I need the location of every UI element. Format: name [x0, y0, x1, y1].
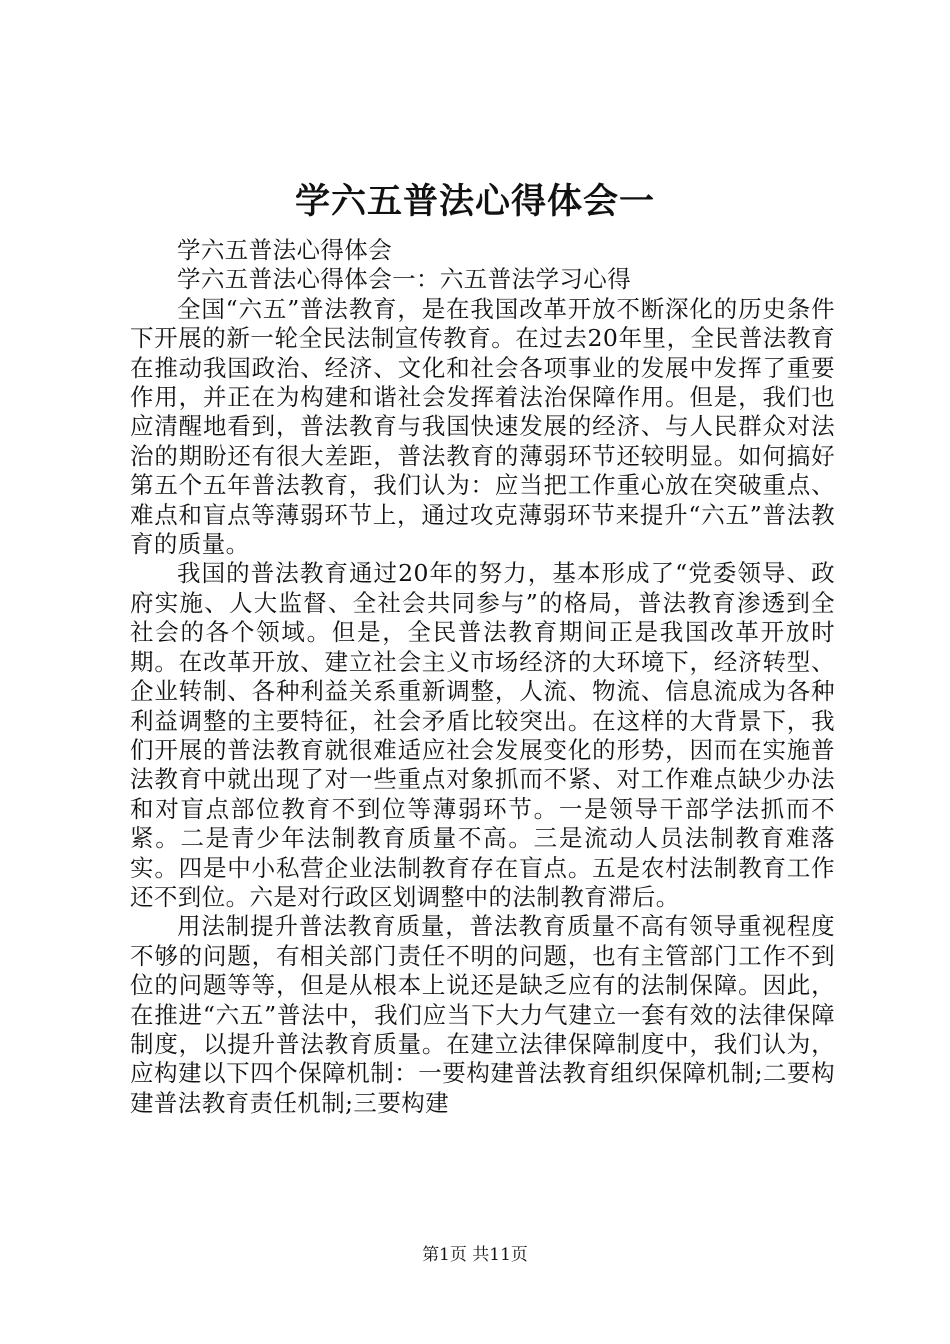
page-title: 学六五普法心得体会一 [294, 181, 655, 222]
page-number-footer: 第1页 共11页 [422, 1245, 528, 1265]
paragraph-subtitle: 学六五普法心得体会 [177, 236, 393, 264]
paragraph-section-heading: 学六五普法心得体会一：六五普法学习心得 [177, 265, 632, 294]
document-body [130, 236, 835, 1118]
paragraph-1: 全国“六五”普法教育，是在我国改革开放不断深化的历史条件下开展的新一轮全民法制宣传教育。在过去20年里，全民普法教育在推动我国政治、经济、文化和社会各项事业的发展中发挥了重要作用，并正在为构建和谐社会发挥着法治保障作用。但是，我们也应清醒地看到，普法教育与我国快速发展的经济、与人民群众对法治的期盼还有很大差距，普法教育的薄弱环节还较明显。如何搞好第五个五年普法教育，我们认为：应当把工作重心放在突破重点、难点和盲点等薄弱环节上，通过攻克薄弱环节来提升“六五”普法教育的质量。 [130, 294, 835, 559]
paragraph-2: 我国的普法教育通过20年的努力，基本形成了“党委领导、政府实施、人大监督、全社会共同参与”的格局，普法教育渗透到全社会的各个领域。但是，全民普法教育期间正是我国改革开放时期。在改革开放、建立社会主义市场经济的大环境下，经济转型、企业转制、各种利益关系重新调整，人流、物流、信息流成为各种利益调整的主要特征，社会矛盾比较突出。在这样的大背景下，我们开展的普法教育就很难适应社会发展变化的形势，因而在实施普法教育中就出现了对一些重点对象抓而不紧、对工作难点缺少办法和对盲点部位教育不到位等薄弱环节。一是领导干部学法抓而不紧。二是青少年法制教育质量不高。三是流动人员法制教育难落实。四是中小私营企业法制教育存在盲点。五是农村法制教育工作还不到位。六是对行政区划调整中的法制教育滞后。 [130, 559, 835, 911]
paragraph-3: 用法制提升普法教育质量，普法教育质量不高有领导重视程度不够的问题，有相关部门责任不明的问题，也有主管部门工作不到位的问题等等，但是从根本上说还是缺乏应有的法制保障。因此，在推进“六五”普法中，我们应当下大力气建立一套有效的法律保障制度，以提升普法教育质量。在建立法律保障制度中，我们认为，应构建以下四个保障机制：一要构建普法教育组织保障机制;二要构建普法教育责任机制;三要构建 [130, 912, 835, 1117]
